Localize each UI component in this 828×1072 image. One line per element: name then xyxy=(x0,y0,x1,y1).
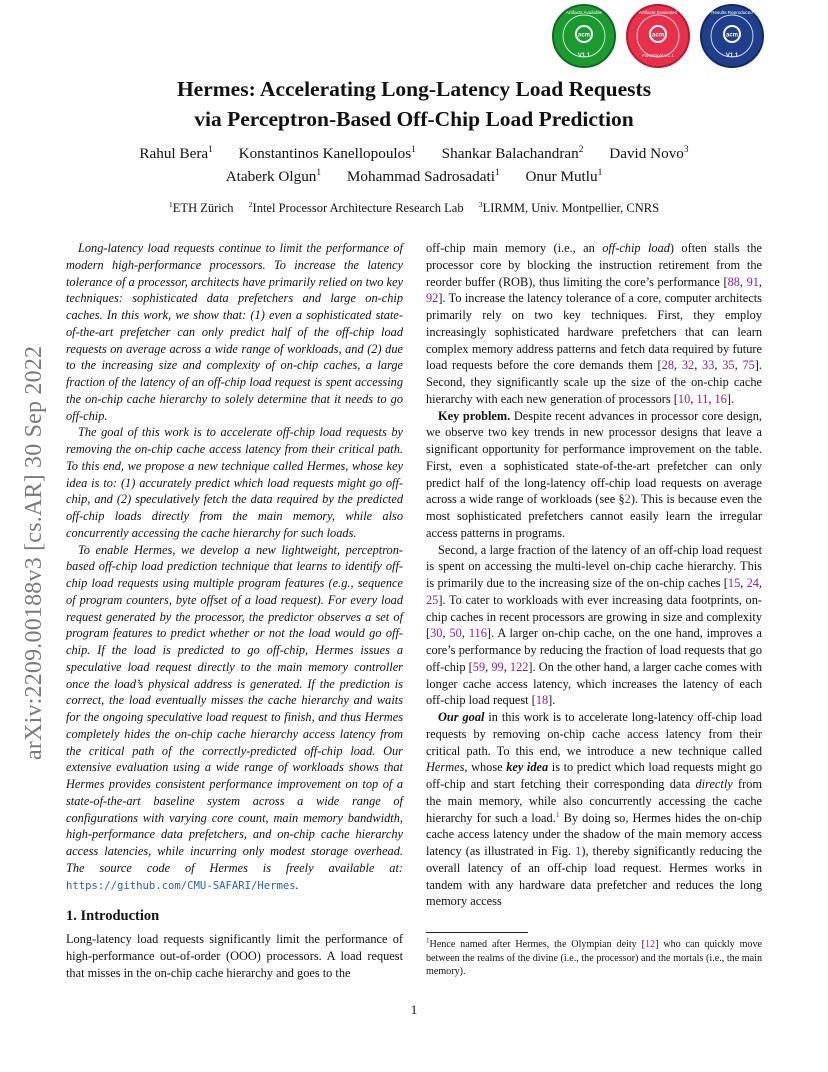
citation-link[interactable]: 50 xyxy=(449,626,462,641)
citation-link[interactable]: 75 xyxy=(742,358,755,373)
results-reproduced-badge xyxy=(700,4,764,68)
citation-link[interactable]: 32 xyxy=(681,358,695,373)
citation-link[interactable]: 92 xyxy=(426,291,439,306)
section-heading-introduction: 1. Introduction xyxy=(66,908,160,925)
author-row-1 xyxy=(80,144,748,164)
our-goal-label: Our goal xyxy=(438,710,485,724)
key-problem-label: Key problem. xyxy=(438,408,511,423)
page-number: 1 xyxy=(410,1002,418,1017)
citation-link[interactable]: 30 xyxy=(430,626,443,641)
citation-link[interactable]: 116 xyxy=(468,626,487,641)
citation-link[interactable]: 122 xyxy=(509,659,529,674)
footnote: $^1$Hence named after Hermes, the Olympian deity [12] who can quickly move between the realms of the divine (i.e., the processor) and the mortals (i.e., the main memory). xyxy=(426,936,763,977)
affiliation: $^2$Intel Processor Architecture Research Lab xyxy=(248,199,464,215)
affiliation: $^1$ETH Zürich xyxy=(168,199,234,215)
artifacts-available-badge xyxy=(552,4,616,68)
citation-link[interactable]: 59 xyxy=(472,659,486,674)
svg-text:acm: acm xyxy=(577,32,591,39)
intro-paragraph-1: Long-latency load requests significantly limit the performance of high-performance out-of-order (OOO) processors. A load request that misses in the on-chip cache hierarchy and goes to the xyxy=(66,932,403,980)
citation-link[interactable]: 24 xyxy=(746,576,759,590)
citation-link[interactable]: 12 xyxy=(644,939,656,950)
abstract-paragraph-3: To enable Hermes, we develop a new lightweight, perceptron-based off-chip load prediction technique that learns to identify off-chip load requests using multiple program features (e.g., sequence of program counters, byte offset of a load request). For every load request generated by the processor, the predictor observes a set of program features to predict whether or not the load would go off-chip. If the load is predicted to go off-chip, Hermes issues a speculative load request directly to the main memory controller once the load’s physical address is generated. If the prediction is correct, the load eventually misses the cache hierarchy and waits for the ongoing speculative load request to finish, and thus Hermes completely hides the on-chip cache hierarchy access latency from the critical path of the correctly-predicted off-chip load. Our extensive evaluation using a wide range of workloads shows that Hermes provides consistent performance improvement on top of a state-of-the-art baseline system across a wide range of configurations with varying core count, main memory bandwidth, high-performance data prefetchers, and on-chip cache hierarchy access latencies, while incurring only modest storage overhead. The source code of Hermes is freely available at: https://github.com/CMU-SAFARI/Hermes. xyxy=(66,542,403,892)
abstract-paragraph-2: The goal of this work is to accelerate off-chip load requests by removing the on-chip cache access latency from their critical path. To this end, we propose a new technique called Hermes, whose key idea is to: (1) accurately predict which load requests might go off-chip, and (2) speculatively fetch the data required by the predicted off-chip loads directly from the main memory, while also concurrently accessing the cache hierarchy for such loads. xyxy=(66,425,403,540)
key-problem-paragraph: Key problem. Despite recent advances in processor core design, we observe two key trends in new processor designs that leave a significant opportunity for performance improvement on the table. First, even a sophisticated state-of-the-art prefetcher can only predict half of the long-latency off-chip load requests on average across a wide range of workloads (see §2). This is because even the most sophisticated prefetchers cannot easily learn the irregular access patterns in programs. xyxy=(426,408,762,540)
citation-link[interactable]: 10 xyxy=(677,391,691,406)
arxiv-stamp: arXiv:2209.00188v3 [cs.AR] 30 Sep 2022 xyxy=(21,345,47,760)
badge-version: V1.1 xyxy=(577,53,591,59)
paper-title-line-1: Hermes: Accelerating Long-Latency Load Requests xyxy=(176,77,652,101)
second-trend-paragraph: Second, a large fraction of the latency of an off-chip load request is spent on accessing the multi-level on-chip cache hierarchy. This is primarily due to the increasing size of the on-chip caches [15, 24, 25]. To cater to workloads with ever increasing data footprints, on-chip caches in recent processors are growing in size and complexity [30, 50, 116]. A larger on-chip cache, on the one hand, improves a core’s performance by reducing the fraction of load requests that go off-chip [59, 99, 122]. On the other hand, a larger cache comes with longer cache access latency, which increases the latency of each off-chip load request [18]. xyxy=(426,542,763,708)
author: Mohammad Sadrosadati$^1$ xyxy=(346,167,500,185)
figure-link[interactable]: 1 xyxy=(575,844,582,858)
affiliations xyxy=(80,201,748,216)
author: Ataberk Olgun$^1$ xyxy=(225,167,322,185)
citation-link[interactable]: 99 xyxy=(491,659,504,674)
citation-link[interactable]: 15 xyxy=(727,576,741,590)
author: Onur Mutlu$^1$ xyxy=(525,167,603,185)
author: Shankar Balachandran$^2$ xyxy=(441,144,584,162)
citation-link[interactable]: 88 xyxy=(727,274,740,289)
source-code-link[interactable]: https://github.com/CMU-SAFARI/Hermes xyxy=(66,879,296,892)
svg-text:acm: acm xyxy=(651,32,665,39)
badge-label: Results Reproduced xyxy=(711,10,753,15)
intro-paragraph-continued: off-chip main memory (i.e., an off-chip load) often stalls the processor core by blocking the instruction retirement from the reorder buffer (ROB), thus limiting the core’s performance [88, 91, 92]. To increase the latency tolerance of a core, computer architects primarily rely on two key techniques. First, they employ increasingly sophisticated hardware prefetchers that can learn complex memory address patterns and fetch data required by future load requests before the core demands them [28, 32, 33, 35, 75]. Second, they significantly scale up the size of the on-chip cache hierarchy with each new generation of processors [10, 11, 16]. xyxy=(426,241,763,406)
author-row-2 xyxy=(80,167,748,187)
svg-text:acm: acm xyxy=(725,32,739,39)
badge-version: V1.1 xyxy=(725,53,739,59)
citation-link[interactable]: 91 xyxy=(746,274,759,289)
key-idea-label: key idea xyxy=(506,760,549,775)
citation-link[interactable]: 16 xyxy=(714,391,727,406)
citation-link[interactable]: 18 xyxy=(535,693,549,708)
section-link[interactable]: 2 xyxy=(624,492,631,507)
footnote-divider xyxy=(426,932,528,933)
author: Konstantinos Kanellopoulos$^1$ xyxy=(238,144,416,162)
author: Rahul Bera$^1$ xyxy=(139,144,213,162)
badge-label: Artifacts Evaluated xyxy=(638,10,678,15)
paper-title-line-2: via Perceptron-Based Off-Chip Load Prediction xyxy=(194,107,634,131)
citation-link[interactable]: 33 xyxy=(702,358,715,373)
citation-link[interactable]: 11 xyxy=(696,391,709,406)
artifacts-evaluated-badge xyxy=(626,4,690,68)
author: David Novo$^3$ xyxy=(609,144,689,162)
our-goal-paragraph: Our goal in this work is to accelerate long-latency off-chip load requests by removing on-chip cache access latency from their critical path. To this end, we introduce a new technique called Hermes, whose key idea is to predict which load requests might go off-chip and start fetching their corresponding data directly from the main memory, while also concurrently accessing the cache hierarchy for such a load.$^1$ By doing so, Hermes hides the on-chip cache access latency under the shadow of the main memory access latency (as illustrated in Fig. 1), thereby significantly reducing the overall latency of an off-chip load request. Hermes works in tandem with any hardware data prefetcher and reduces the long memory access xyxy=(426,710,762,909)
badge-label: Artifacts Available xyxy=(565,10,603,15)
badge-sublabel: Functional V1.1 xyxy=(642,53,674,58)
citation-link[interactable]: 25 xyxy=(426,592,439,607)
citation-link[interactable]: 28 xyxy=(661,358,674,373)
citation-link[interactable]: 35 xyxy=(722,358,735,373)
left-column xyxy=(66,240,403,981)
abstract-paragraph-1: Long-latency load requests continue to limit the performance of modern high-performance processors. To increase the latency tolerance of a processor, architects have primarily relied on two key techniques: sophisticated data prefetchers and large on-chip caches. In this work, we show that: (1) even a sophisticated state-of-the-art prefetcher can only predict half of the off-chip load requests on average across a wide range of workloads, and (2) due to the increasing size and complexity of on-chip caches, a large fraction of the latency of an off-chip load request is spent accessing the on-chip cache hierarchy to solely determine that it needs to go off-chip. xyxy=(66,241,403,423)
right-column xyxy=(426,240,762,910)
affiliation: $^3$LIRMM, Univ. Montpellier, CNRS xyxy=(478,199,660,215)
footnote-marker[interactable]: 1 xyxy=(555,809,560,819)
